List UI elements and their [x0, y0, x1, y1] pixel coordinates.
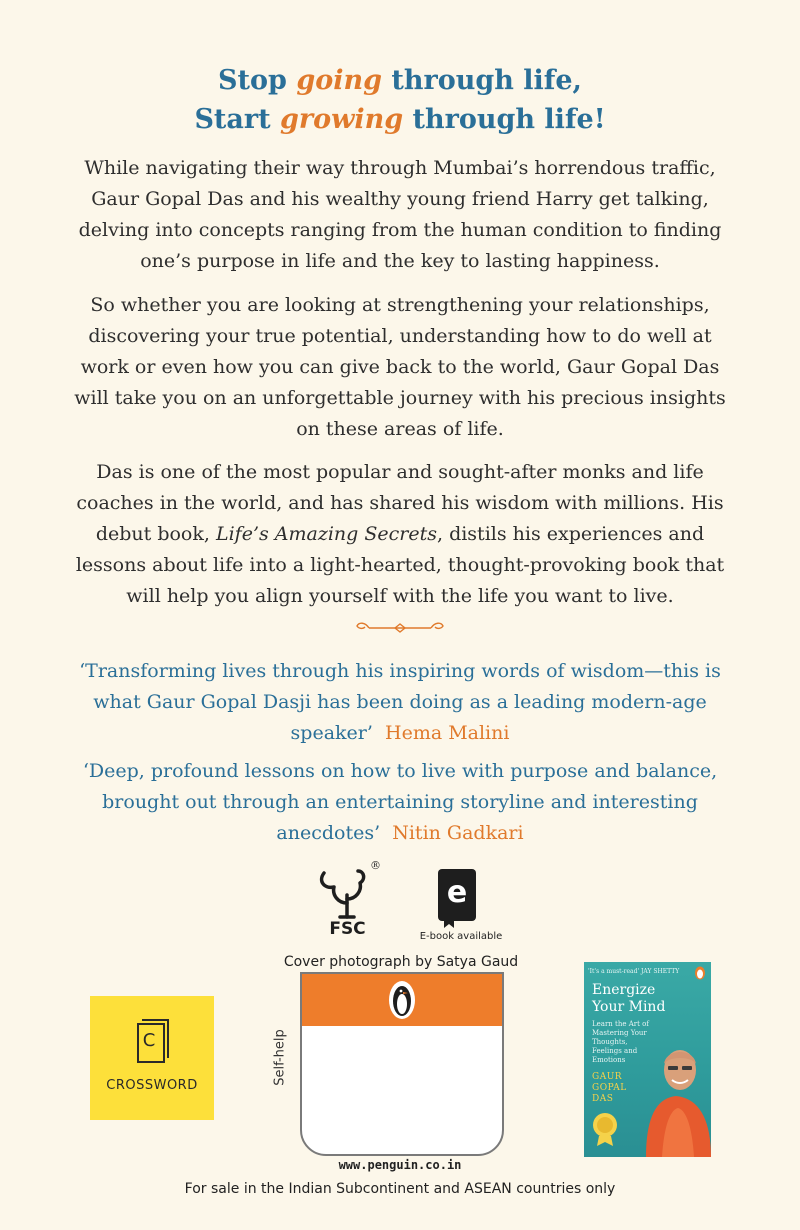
ebook-caption: E-book available: [419, 931, 503, 942]
fsc-label: FSC: [329, 919, 366, 939]
quote-2-author: Nitin Gadkari: [392, 822, 524, 844]
blurb-paragraph-3: [70, 457, 730, 612]
cover-portrait-icon: [642, 1018, 711, 1157]
headline-2-pre: Start: [194, 104, 280, 135]
blurb-paragraph-2: So whether you are looking at strengthening your relationships, discovering your true potential, understanding how to do well at work or even how you can give back to the world, Gaur Gopal Das will take you on an unforgettable journey with his precious insights on these areas of life.: [74, 294, 726, 440]
penguin-logo-icon: [388, 980, 416, 1020]
blurb-paragraph-1: While navigating their way through Mumbai’s horrendous traffic, Gaur Gopal Das and his wealthy young friend Harry get talking, delving into concepts ranging from the human condition to finding one’s purpose in life and the key to lasting happiness.: [78, 157, 722, 272]
headline-line-1: [0, 62, 800, 100]
cover-edition-badge-icon: [592, 1112, 618, 1146]
ornament-divider-icon: [355, 620, 445, 636]
cover-title-line-1: Energize: [592, 982, 656, 998]
fsc-tree-icon: [310, 865, 385, 921]
paragraph-3-text-end: , distils his experiences and lessons about life into a light-hearted, thought-provoking book that will help you align yourself with the life you want to live.: [75, 523, 725, 607]
website-url: www.penguin.co.in: [338, 1158, 462, 1172]
quote-1-author: Hema Malini: [385, 722, 510, 744]
paragraph-3-text: Das is one of the most popular and sought-after monks and life coaches in the world, and has shared his wisdom with millions. His debut book,: [76, 461, 724, 545]
ebook-letter: e: [446, 875, 468, 910]
related-book-cover: [584, 962, 711, 1157]
quote-1: [60, 656, 740, 749]
cover-author-line-2: GOPAL: [592, 1083, 627, 1093]
book-title: Life’s Amazing Secrets: [215, 523, 437, 545]
crossword-label: CROSSWORD: [106, 1078, 198, 1093]
category-label: Self-help: [272, 1029, 288, 1086]
crossword-letter: C: [142, 1030, 156, 1051]
fsc-logo: [310, 859, 385, 945]
headline-1-post: through life,: [381, 65, 582, 96]
cover-blurb: 'It's a must-read' JAY SHETTY: [588, 968, 680, 975]
cover-penguin-icon: [694, 966, 706, 980]
quote-2-text: ‘Deep, profound lessons on how to live with purpose and balance, brought out through an entertaining storyline and interesting anecdotes’: [82, 760, 718, 844]
quote-1-text: ‘Transforming lives through his inspiring words of wisdom—this is what Gaur Gopal Dasji has been doing as a leading modern-age speaker’: [79, 660, 721, 744]
headline-2-emphasis: growing: [280, 104, 404, 135]
cover-author-line-1: GAUR: [592, 1072, 623, 1082]
headline-line-2: [0, 101, 800, 139]
headline-1-emphasis: going: [296, 65, 382, 96]
quote-2: [60, 756, 740, 849]
cover-author-line-3: DAS: [592, 1094, 614, 1104]
ebook-logo: [418, 867, 504, 947]
cover-subtitle: Learn the Art of Mastering Your Thoughts, Feelings and Emotions: [592, 1020, 649, 1064]
headline-2-post: through life!: [403, 104, 606, 135]
photo-credit: Cover photograph by Satya Gaud: [283, 954, 519, 970]
cover-title-line-2: Your Mind: [592, 999, 666, 1015]
penguin-barcode-box: [300, 972, 504, 1156]
sale-notice: For sale in the Indian Subcontinent and ASEAN countries only: [184, 1181, 616, 1197]
crossword-logo: [90, 996, 214, 1120]
registered-mark: ®: [370, 859, 381, 872]
headline-1-pre: Stop: [218, 65, 297, 96]
